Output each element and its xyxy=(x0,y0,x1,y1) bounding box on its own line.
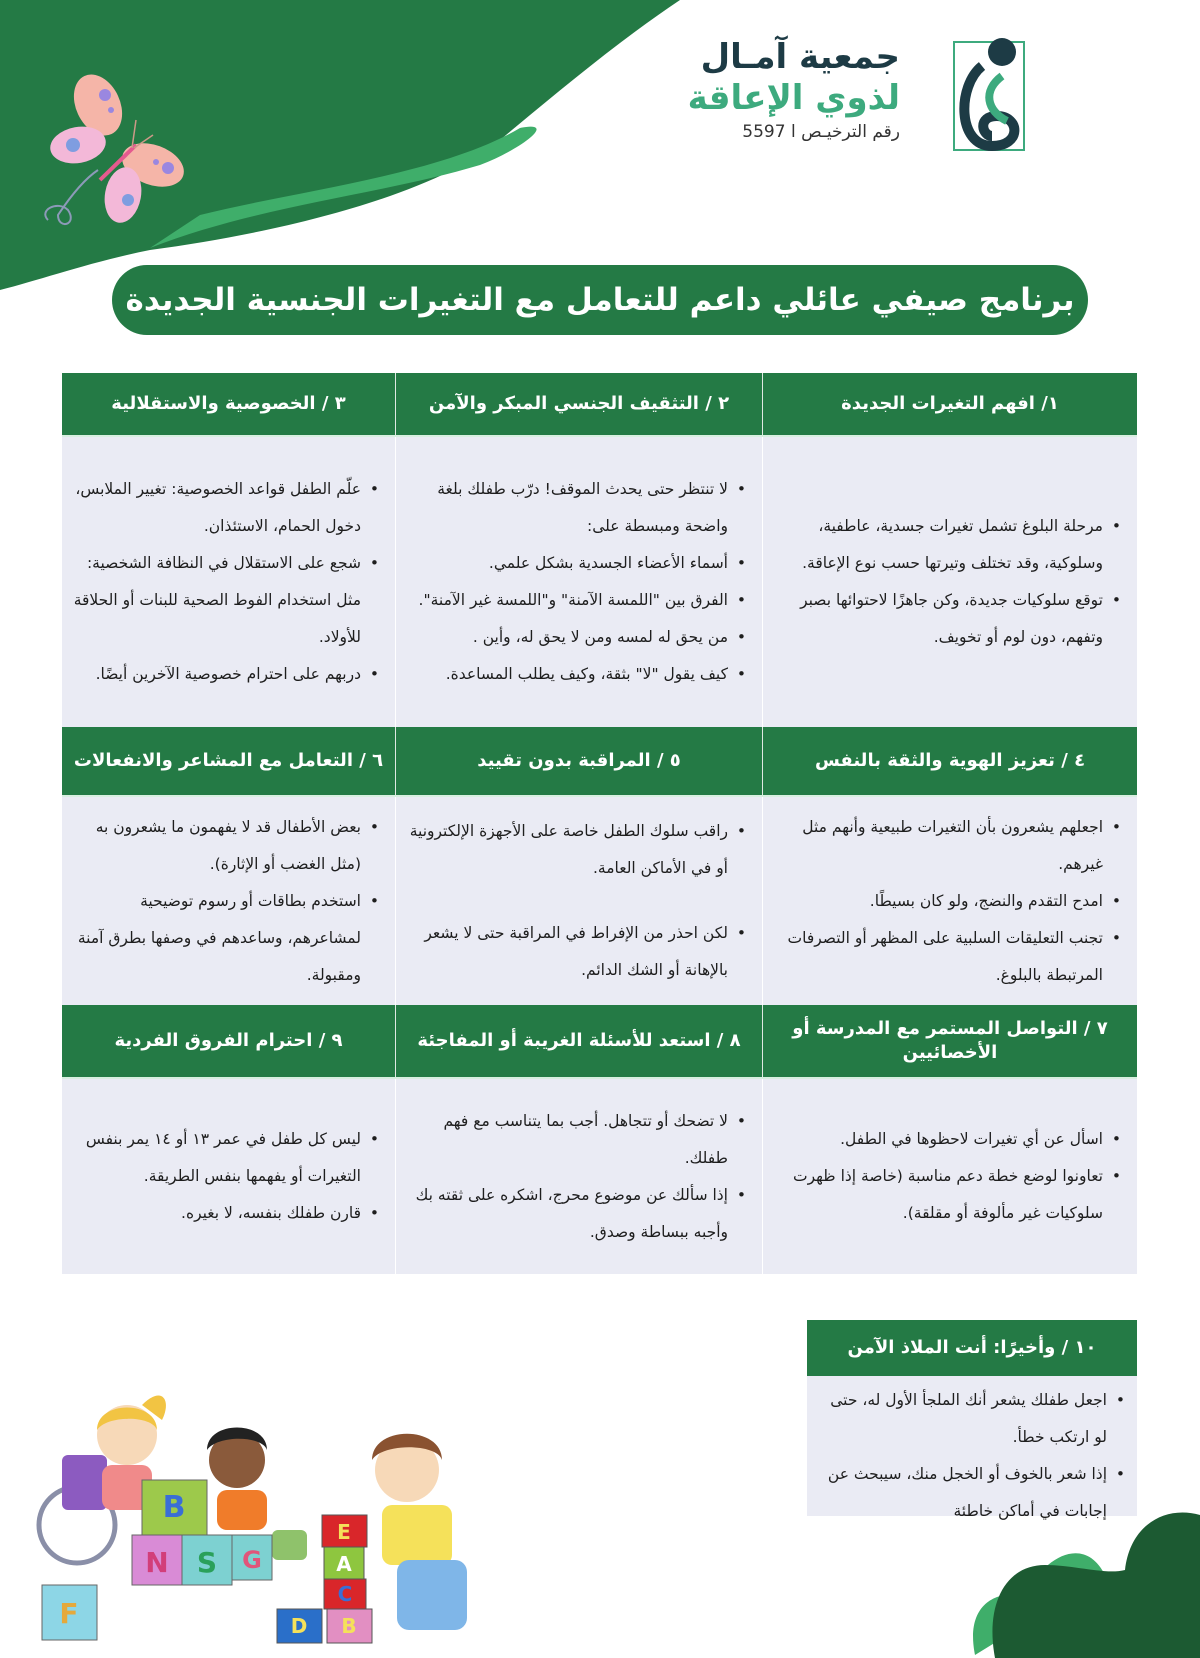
block-letter: B xyxy=(162,1490,186,1525)
section-5-content xyxy=(395,797,762,1005)
children-playing-illustration xyxy=(22,1395,502,1645)
logo-name-line1: جمعية آمـال xyxy=(700,37,900,77)
section-3-item: • علّم الطفل قواعد الخصوصية: تغيير الملابس، دخول الحمام، الاستئذان. xyxy=(72,471,361,545)
section-2-item: • الفرق بين "اللمسة الآمنة" و"اللمسة غير الآمنة". xyxy=(406,582,728,619)
block-letter: C xyxy=(337,1582,353,1606)
section-10 xyxy=(807,1320,1137,1520)
section-10-content xyxy=(807,1376,1137,1520)
section-7-item: • اسأل عن أي تغيرات لاحظوها في الطفل. xyxy=(773,1121,1103,1158)
section-1-heading: ١/ افهم التغيرات الجديدة xyxy=(762,373,1137,435)
section-9-content xyxy=(62,1079,395,1274)
section-2-item: • لا تنتظر حتى يحدث الموقف! درّب طفلك بلغة واضحة ومبسطة على: xyxy=(406,471,728,545)
content-row-2 xyxy=(62,797,1137,1005)
section-5-heading: ٥ / المراقبة بدون تقييد xyxy=(395,727,762,795)
section-9-heading: ٩ / احترام الفروق الفردية xyxy=(62,1005,395,1077)
content-row-3 xyxy=(62,1079,1137,1274)
section-6-heading: ٦ / التعامل مع المشاعر والانفعالات xyxy=(62,727,395,795)
section-10-item: • اجعل طفلك يشعر أنك الملجأ الأول له، حتى لو ارتكب خطأ. xyxy=(815,1382,1107,1456)
section-4-heading: ٤ / تعزيز الهوية والثقة بالنفس xyxy=(762,727,1137,795)
section-4-item: • تجنب التعليقات السلبية على المظهر أو التصرفات المرتبطة بالبلوغ. xyxy=(773,920,1103,994)
section-1-item: • توقع سلوكيات جديدة، وكن جاهزًا لاحتوائها بصبر وتفهم، دون لوم أو تخويف. xyxy=(773,582,1103,656)
section-1-item: • مرحلة البلوغ تشمل تغيرات جسدية، عاطفية، وسلوكية، وقد تختلف وتيرتها حسب نوع الإعاقة. xyxy=(773,508,1103,582)
section-5-item: • راقب سلوك الطفل خاصة على الأجهزة الإلكترونية أو في الأماكن العامة. xyxy=(406,813,728,887)
block-letter: A xyxy=(336,1552,352,1576)
tips-grid xyxy=(62,373,1137,1274)
block-letter: E xyxy=(337,1520,351,1544)
block-letter: N xyxy=(145,1546,169,1579)
section-3-item: • دربهم على احترام خصوصية الآخرين أيضًا. xyxy=(72,656,361,693)
logo-license-number: رقم الترخيـص ا 5597 xyxy=(742,122,900,142)
section-9-item: • ليس كل طفل في عمر ١٣ أو ١٤ يمر بنفس التغيرات أو يفهمها بنفس الطريقة. xyxy=(72,1121,361,1195)
section-4-item: • امدح التقدم والنضج، ولو كان بسيطًا. xyxy=(773,883,1103,920)
bush-decoration xyxy=(955,1505,1200,1658)
section-2-item: • من يحق له لمسه ومن لا يحق له، وأين . xyxy=(406,619,728,656)
butterfly-icon xyxy=(28,50,198,230)
header-row-3 xyxy=(62,1005,1137,1077)
section-8-item: • لا تضحك أو تتجاهل. أجب بما يتناسب مع فهم طفلك. xyxy=(406,1103,728,1177)
header-row-1 xyxy=(62,373,1137,435)
section-10-item: • إذا شعر بالخوف أو الخجل منك، سيبحث عن إجابات في أماكن خاطئة xyxy=(815,1456,1107,1530)
section-8-item: • إذا سألك عن موضوع محرج، اشكره على ثقته بك وأجبه ببساطة وصدق. xyxy=(406,1177,728,1251)
section-8-heading: ٨ / استعد للأسئلة الغريبة أو المفاجئة xyxy=(395,1005,762,1077)
block-letter: F xyxy=(59,1597,79,1630)
content-row-1 xyxy=(62,437,1137,727)
block-letter: D xyxy=(290,1614,308,1638)
section-4-content xyxy=(762,797,1137,1005)
section-5-item: • لكن احذر من الإفراط في المراقبة حتى لا يشعر بالإهانة أو الشك الدائم. xyxy=(406,915,728,989)
page-title: برنامج صيفي عائلي داعم للتعامل مع التغيرات الجنسية الجديدة xyxy=(125,282,1075,318)
section-2-content xyxy=(395,437,762,727)
section-2-heading: ٢ / التثقيف الجنسي المبكر والآمن xyxy=(395,373,762,435)
page-title-banner xyxy=(112,265,1088,335)
logo-mark-icon xyxy=(952,36,1028,154)
logo-text xyxy=(600,36,900,146)
block-letter: B xyxy=(341,1614,357,1638)
organization-logo xyxy=(687,36,1060,161)
section-2-item: • كيف يقول "لا" بثقة، وكيف يطلب المساعدة. xyxy=(406,656,728,693)
section-9-item: • قارن طفلك بنفسه، لا بغيره. xyxy=(72,1195,361,1232)
section-1-content xyxy=(762,437,1137,727)
section-3-content xyxy=(62,437,395,727)
section-7-heading: ٧ / التواصل المستمر مع المدرسة أو الأخصائيين xyxy=(762,1005,1137,1077)
block-letter: S xyxy=(196,1546,218,1579)
header-row-2 xyxy=(62,727,1137,795)
section-7-item: • تعاونوا لوضع خطة دعم مناسبة (خاصة إذا ظهرت سلوكيات غير مألوفة أو مقلقة). xyxy=(773,1158,1103,1232)
section-7-content xyxy=(762,1079,1137,1274)
section-6-item: • استخدم بطاقات أو رسوم توضيحية لمشاعرهم، وساعدهم في وصفها بطرق آمنة ومقبولة. xyxy=(72,883,361,994)
section-3-heading: ٣ / الخصوصية والاستقلالية xyxy=(62,373,395,435)
section-6-item: • بعض الأطفال قد لا يفهمون ما يشعرون به (مثل الغضب أو الإثارة). xyxy=(72,809,361,883)
section-3-item: • شجع على الاستقلال في النظافة الشخصية: مثل استخدام الفوط الصحية للبنات أو الحلاقة للأولاد. xyxy=(72,545,361,656)
section-10-heading: ١٠ / وأخيرًا: أنت الملاذ الآمن xyxy=(807,1320,1137,1376)
section-6-content xyxy=(62,797,395,1005)
section-4-item: • اجعلهم يشعرون بأن التغيرات طبيعية وأنهم مثل غيرهم. xyxy=(773,809,1103,883)
logo-name-line2: لذوي الإعاقة xyxy=(687,78,900,118)
section-2-item: • أسماء الأعضاء الجسدية بشكل علمي. xyxy=(406,545,728,582)
block-letter: G xyxy=(242,1546,262,1574)
section-8-content xyxy=(395,1079,762,1274)
